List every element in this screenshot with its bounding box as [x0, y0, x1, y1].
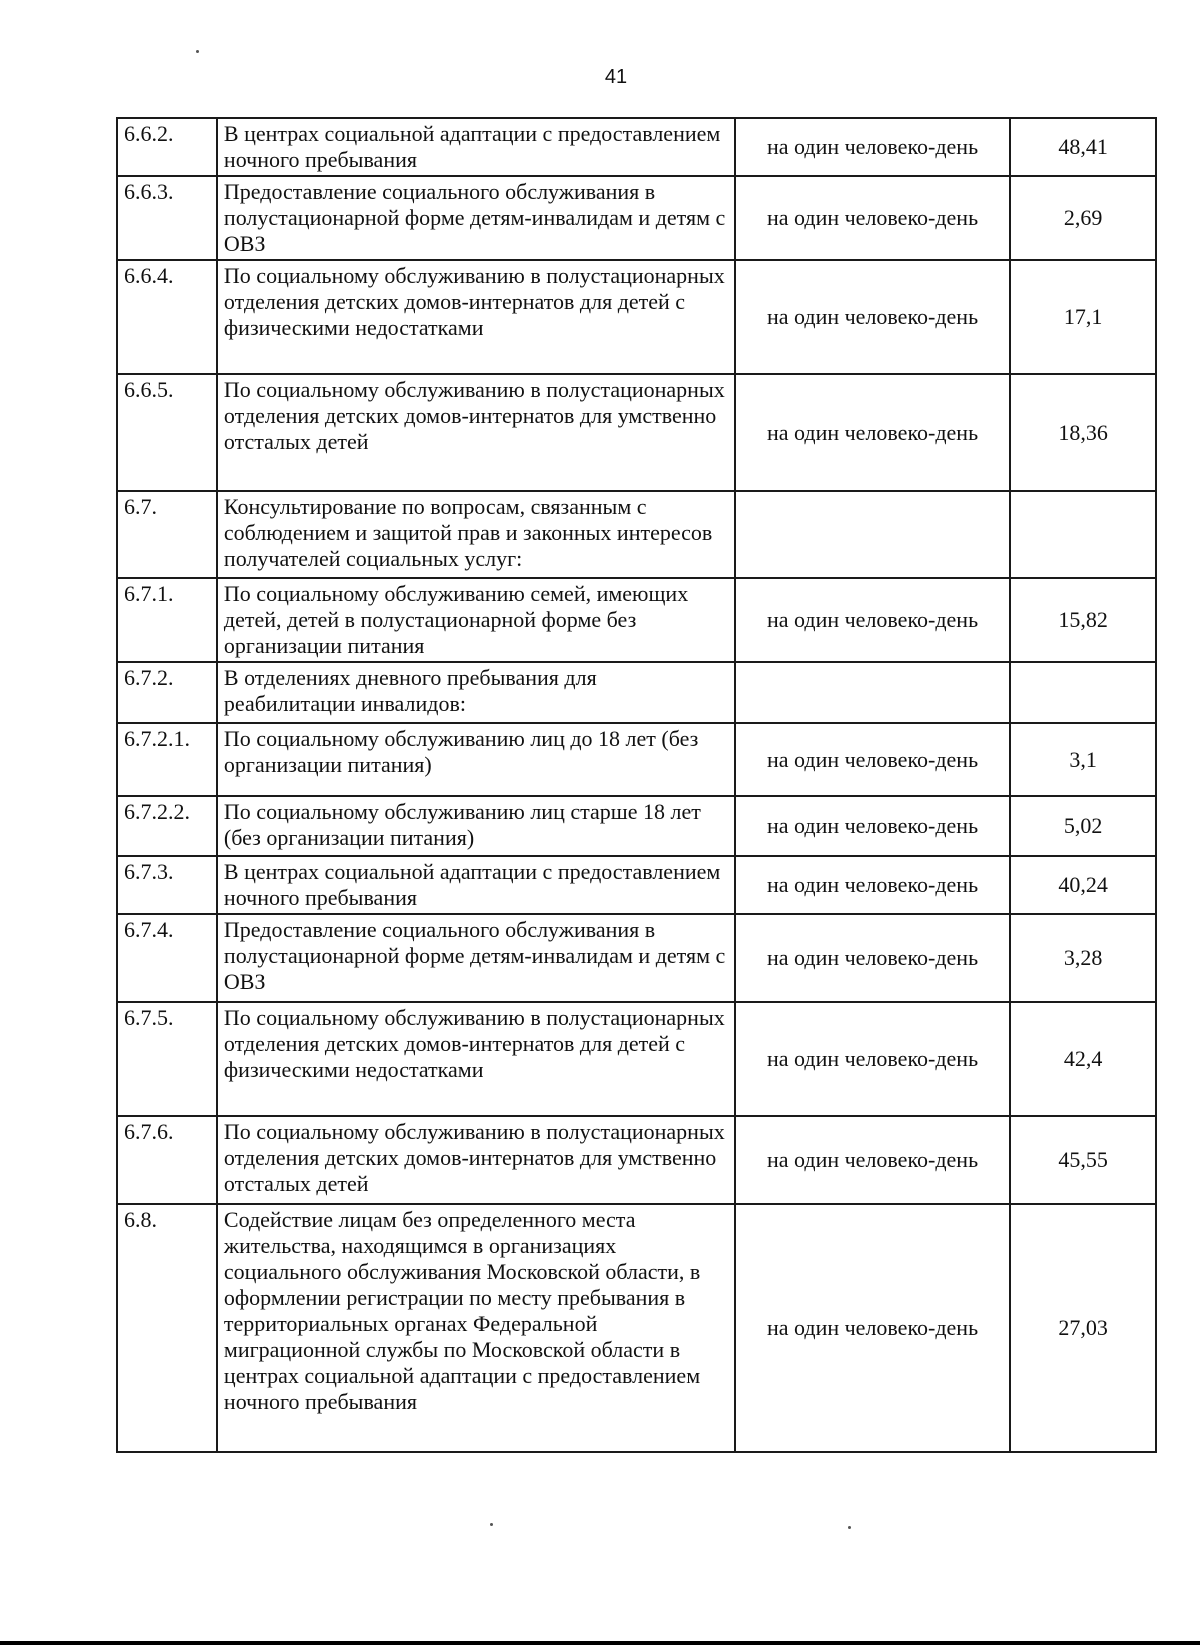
- item-number: 6.8.: [117, 1204, 217, 1452]
- table-row: [117, 491, 1156, 578]
- item-number: 6.7.4.: [117, 914, 217, 1002]
- item-value: [1010, 491, 1156, 578]
- item-description: Предоставление социального обслуживания в полустационарной форме детям-инвалидам и детям с ОВЗ: [217, 176, 735, 260]
- table-row: [117, 796, 1156, 856]
- item-description: По социальному обслуживанию в полустационарных отделения детских домов-интернатов для детей с физическими недостатками: [217, 1002, 735, 1116]
- item-unit: на один человеко-день: [735, 374, 1010, 491]
- item-value: 45,55: [1010, 1116, 1156, 1204]
- item-description: В центрах социальной адаптации с предоставлением ночного пребывания: [217, 118, 735, 176]
- scan-speck: [848, 1526, 851, 1529]
- table-row: [117, 176, 1156, 260]
- item-unit: на один человеко-день: [735, 578, 1010, 662]
- item-description: Содействие лицам без определенного места жительства, находящимся в организациях социального обслуживания Московской области, в оформлении регистрации по месту пребывания в территориальных органах Федеральной миграционной службы по Московской области в центрах социальной адаптации с предоставлением ночного пребывания: [217, 1204, 735, 1452]
- item-unit: [735, 662, 1010, 723]
- table-row: [117, 662, 1156, 723]
- item-number: 6.7.6.: [117, 1116, 217, 1204]
- item-description: По социальному обслуживанию семей, имеющих детей, детей в полустационарной форме без организации питания: [217, 578, 735, 662]
- item-unit: на один человеко-день: [735, 260, 1010, 374]
- item-number: 6.7.2.1.: [117, 723, 217, 796]
- item-value: 3,28: [1010, 914, 1156, 1002]
- item-number: 6.7.3.: [117, 856, 217, 914]
- item-unit: на один человеко-день: [735, 796, 1010, 856]
- item-value: 5,02: [1010, 796, 1156, 856]
- tariff-table: [116, 117, 1157, 1453]
- table-row: [117, 1204, 1156, 1452]
- item-description: По социальному обслуживанию лиц до 18 лет (без организации питания): [217, 723, 735, 796]
- item-value: 3,1: [1010, 723, 1156, 796]
- item-unit: на один человеко-день: [735, 118, 1010, 176]
- scan-speck: [196, 50, 199, 53]
- item-description: В отделениях дневного пребывания для реабилитации инвалидов:: [217, 662, 735, 723]
- item-number: 6.6.4.: [117, 260, 217, 374]
- item-number: 6.7.5.: [117, 1002, 217, 1116]
- table-row: [117, 856, 1156, 914]
- table-row: [117, 723, 1156, 796]
- page-number: 41: [604, 66, 628, 88]
- table-row: [117, 374, 1156, 491]
- item-value: 42,4: [1010, 1002, 1156, 1116]
- item-description: По социальному обслуживанию в полустационарных отделения детских домов-интернатов для детей с физическими недостатками: [217, 260, 735, 374]
- scan-edge: [0, 1641, 1200, 1645]
- item-unit: на один человеко-день: [735, 1002, 1010, 1116]
- item-unit: на один человеко-день: [735, 176, 1010, 260]
- item-description: Предоставление социального обслуживания в полустационарной форме детям-инвалидам и детям с ОВЗ: [217, 914, 735, 1002]
- item-number: 6.6.2.: [117, 118, 217, 176]
- item-number: 6.7.2.: [117, 662, 217, 723]
- item-value: 17,1: [1010, 260, 1156, 374]
- item-description: Консультирование по вопросам, связанным с соблюдением и защитой прав и законных интересов получателей социальных услуг:: [217, 491, 735, 578]
- item-number: 6.6.5.: [117, 374, 217, 491]
- item-description: По социальному обслуживанию в полустационарных отделения детских домов-интернатов для умственно отсталых детей: [217, 1116, 735, 1204]
- table-row: [117, 118, 1156, 176]
- item-value: 15,82: [1010, 578, 1156, 662]
- item-value: 18,36: [1010, 374, 1156, 491]
- item-unit: на один человеко-день: [735, 723, 1010, 796]
- table-row: [117, 260, 1156, 374]
- item-number: 6.6.3.: [117, 176, 217, 260]
- item-unit: на один человеко-день: [735, 1116, 1010, 1204]
- item-description: В центрах социальной адаптации с предоставлением ночного пребывания: [217, 856, 735, 914]
- item-unit: на один человеко-день: [735, 856, 1010, 914]
- item-value: 40,24: [1010, 856, 1156, 914]
- item-unit: на один человеко-день: [735, 914, 1010, 1002]
- item-value: 27,03: [1010, 1204, 1156, 1452]
- table-row: [117, 578, 1156, 662]
- item-value: 2,69: [1010, 176, 1156, 260]
- item-value: 48,41: [1010, 118, 1156, 176]
- table-row: [117, 1002, 1156, 1116]
- item-description: По социальному обслуживанию лиц старше 18 лет (без организации питания): [217, 796, 735, 856]
- item-unit: на один человеко-день: [735, 1204, 1010, 1452]
- item-value: [1010, 662, 1156, 723]
- item-description: По социальному обслуживанию в полустационарных отделения детских домов-интернатов для умственно отсталых детей: [217, 374, 735, 491]
- item-number: 6.7.: [117, 491, 217, 578]
- item-number: 6.7.2.2.: [117, 796, 217, 856]
- item-number: 6.7.1.: [117, 578, 217, 662]
- scan-speck: [490, 1523, 493, 1526]
- table-row: [117, 914, 1156, 1002]
- item-unit: [735, 491, 1010, 578]
- table-row: [117, 1116, 1156, 1204]
